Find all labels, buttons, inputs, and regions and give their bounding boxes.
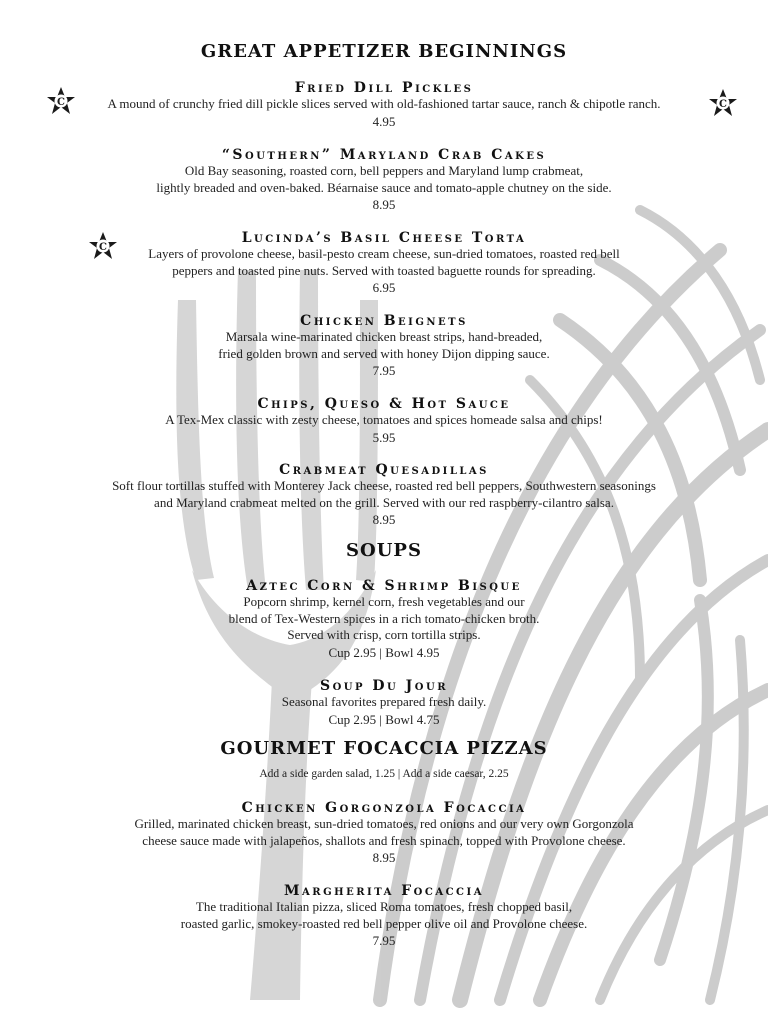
item-description: Popcorn shrimp, kernel corn, fresh vegetables and our blend of Tex-Western spices in a rich tomato-chicken broth. Served with crisp, corn tortilla strips.: [228, 594, 540, 642]
item-price: 7.95: [372, 363, 396, 378]
menu-item-crabmeat-quesadillas: [40, 462, 728, 528]
svg-text:C: C: [99, 242, 107, 253]
svg-text:C: C: [719, 99, 727, 110]
menu-item-corn-shrimp-bisque: [40, 578, 728, 661]
item-name: Soup Du Jour: [319, 678, 449, 694]
item-name: Aztec Corn & Shrimp Bisque: [246, 578, 522, 594]
item-price: 6.95: [372, 280, 396, 295]
menu-item-margherita-focaccia: [40, 883, 728, 949]
item-price: 8.95: [372, 512, 396, 527]
section-title-soups: SOUPS: [346, 540, 422, 561]
item-description: Grilled, marinated chicken breast, sun-dried tomatoes, red onions and our very own Gorgonzola cheese sauce made with jalapeños, shallots and fresh spinach, topped with Provolone cheese.: [134, 816, 634, 848]
menu-item-soup-du-jour: [40, 678, 728, 728]
star-badge-icon: [708, 88, 738, 118]
menu-item-basil-cheese-torta: [40, 230, 728, 296]
item-description: Old Bay seasoning, roasted corn, bell peppers and Maryland lump crabmeat, lightly breaded and oven-baked. Béarnaise sauce and tomato-apple chutney on the side.: [156, 163, 612, 195]
menu-item-fried-dill-pickles: [40, 80, 728, 130]
item-price: Cup 2.95 | Bowl 4.75: [328, 711, 440, 727]
item-name: Margherita Focaccia: [284, 883, 484, 899]
item-price: Cup 2.95 | Bowl 4.95: [328, 644, 440, 660]
menu-item-chicken-gorgonzola-focaccia: [40, 800, 728, 866]
item-price: 8.95: [372, 197, 396, 212]
section-title-appetizers: GREAT APPETIZER BEGINNINGS: [200, 41, 568, 62]
item-name: Chips, Queso & Hot Sauce: [257, 396, 511, 412]
svg-text:C: C: [57, 97, 65, 108]
item-name: Chicken Beignets: [300, 313, 468, 329]
menu-item-chips-queso: [40, 396, 728, 446]
item-name: “Southern” Maryland Crab Cakes: [221, 147, 547, 163]
item-price: 4.95: [372, 113, 396, 129]
item-name: Fried Dill Pickles: [294, 80, 474, 96]
item-name: Lucinda’s Basil Cheese Torta: [241, 230, 527, 246]
item-description: Soft flour tortillas stuffed with Monterey Jack cheese, roasted red bell peppers, Southwestern seasonings and Maryland crabmeat melted on the grill. Served with our red raspberry-cilantro salsa.: [112, 478, 656, 510]
item-name: Chicken Gorgonzola Focaccia: [241, 800, 527, 816]
item-price: 7.95: [372, 933, 396, 948]
item-description: A mound of crunchy fried dill pickle slices served with old-fashioned tartar sauce, ranch & chipotle ranch.: [107, 96, 661, 111]
item-description: Marsala wine-marinated chicken breast strips, hand-breaded, fried golden brown and served with honey Dijon dipping sauce.: [218, 329, 550, 361]
item-description: Seasonal favorites prepared fresh daily.: [281, 694, 487, 709]
item-description: The traditional Italian pizza, sliced Roma tomatoes, fresh chopped basil, roasted garlic, smokey-roasted red bell pepper olive oil and Provolone cheese.: [180, 899, 588, 931]
item-name: Crabmeat Quesadillas: [279, 462, 489, 478]
item-description: A Tex-Mex classic with zesty cheese, tomatoes and spices homeade salsa and chips!: [165, 412, 603, 427]
section-title-focaccia-pizzas: GOURMET FOCACCIA PIZZAS: [220, 738, 548, 759]
item-price: 8.95: [372, 850, 396, 865]
item-price: 5.95: [372, 429, 396, 445]
side-salad-note: Add a side garden salad, 1.25 | Add a side caesar, 2.25: [259, 768, 509, 780]
menu-item-crab-cakes: [40, 147, 728, 213]
star-badge-icon: [46, 86, 76, 116]
star-badge-icon: [88, 231, 118, 261]
menu-item-chicken-beignets: [40, 313, 728, 379]
item-description: Layers of provolone cheese, basil-pesto cream cheese, sun-dried tomatoes, roasted red bell peppers and toasted pine nuts. Served with toasted baguette rounds for spreading.: [148, 246, 620, 278]
